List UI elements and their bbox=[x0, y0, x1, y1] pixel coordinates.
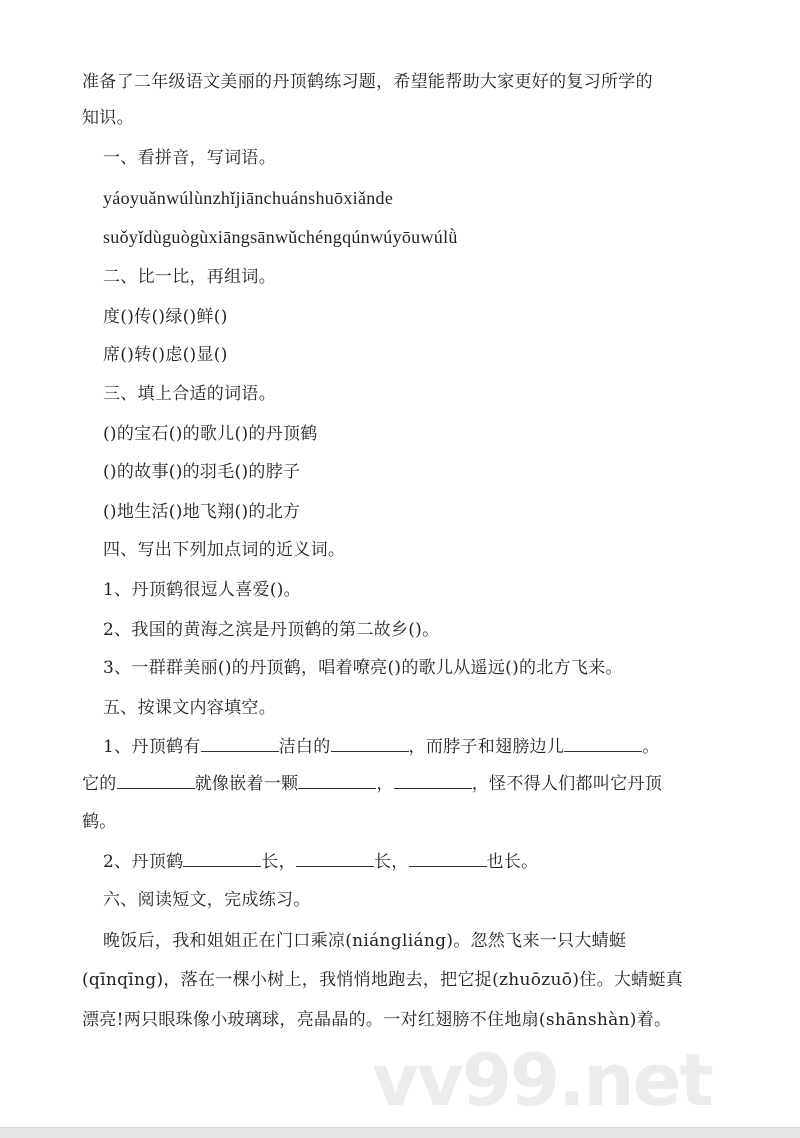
intro-line-2: 知识。 bbox=[82, 108, 134, 128]
compare-line-2: 席()转()虑()显() bbox=[103, 345, 228, 365]
fill-text: 它的 bbox=[82, 774, 117, 794]
pinyin-line-1: yáoyuǎnwúlùnzhǐjiānchuánshuōxiǎnde bbox=[103, 188, 394, 208]
section-2-heading: 二、比一比，再组词。 bbox=[103, 267, 276, 287]
intro-line-1: 准备了二年级语文美丽的丹顶鹤练习题，希望能帮助大家更好的复习所学的 bbox=[82, 72, 653, 92]
blank bbox=[183, 850, 261, 867]
blank bbox=[298, 772, 376, 789]
compare-line-1: 度()传()绿()鲜() bbox=[103, 307, 228, 327]
blank bbox=[394, 772, 472, 789]
fill-text: 就像嵌着一颗 bbox=[194, 774, 299, 794]
fill-text: 也长。 bbox=[486, 852, 539, 872]
fill-text: 洁白的 bbox=[278, 737, 331, 757]
synonym-q1: 1、丹顶鹤很逗人喜爱()。 bbox=[103, 580, 301, 600]
pinyin-line-2: suǒyǐdùguògùxiāngsānwǔchéngqúnwúyōuwúlǜ bbox=[103, 227, 458, 247]
passage-line-2: (qīnqīng)，落在一棵小树上，我悄悄地跑去，把它捉(zhuōzuō)住。大蜻蜓真 bbox=[82, 970, 684, 990]
blank bbox=[117, 772, 195, 789]
fill-blank-line-4 bbox=[103, 850, 538, 873]
passage-line-1: 晚饭后，我和姐姐正在门口乘凉(niángliáng)。忽然飞来一只大蜻蜓 bbox=[103, 931, 627, 951]
fill-text: 长， bbox=[261, 852, 296, 872]
blank bbox=[201, 735, 279, 752]
fill-text: ，而脖子和翅膀边儿 bbox=[408, 737, 565, 757]
section-1-heading: 一、看拼音，写词语。 bbox=[103, 148, 276, 168]
section-4-heading: 四、写出下列加点词的近义词。 bbox=[103, 540, 346, 560]
fill-text: ， bbox=[376, 774, 394, 794]
blank bbox=[331, 735, 409, 752]
synonym-q2: 2、我国的黄海之滨是丹顶鹤的第二故乡()。 bbox=[103, 620, 440, 640]
fill-words-line-1: ()的宝石()的歌儿()的丹顶鹤 bbox=[103, 424, 318, 444]
fill-text: 2、丹顶鹤 bbox=[103, 852, 184, 872]
blank bbox=[564, 735, 642, 752]
watermark: vv99.net bbox=[372, 1038, 712, 1122]
fill-text: 。 bbox=[642, 737, 660, 757]
fill-text: 1、丹顶鹤有 bbox=[103, 737, 201, 757]
section-5-heading: 五、按课文内容填空。 bbox=[103, 698, 276, 718]
fill-blank-line-1 bbox=[103, 735, 660, 758]
section-3-heading: 三、填上合适的词语。 bbox=[103, 384, 276, 404]
synonym-q3: 3、一群群美丽()的丹顶鹤，唱着嘹亮()的歌儿从遥远()的北方飞来。 bbox=[103, 658, 623, 678]
passage-line-3: 漂亮!两只眼珠像小玻璃球，亮晶晶的。一对红翅膀不住地扇(shānshàn)着。 bbox=[82, 1010, 672, 1030]
fill-words-line-3: ()地生活()地飞翔()的北方 bbox=[103, 502, 301, 522]
page-bottom-edge bbox=[0, 1127, 800, 1138]
fill-blank-line-2 bbox=[82, 772, 662, 795]
fill-blank-line-3: 鹤。 bbox=[82, 812, 117, 832]
blank bbox=[296, 850, 374, 867]
fill-text: 长， bbox=[373, 852, 409, 872]
fill-text: ，怪不得人们都叫它丹顶 bbox=[471, 774, 663, 794]
fill-words-line-2: ()的故事()的羽毛()的脖子 bbox=[103, 462, 301, 482]
blank bbox=[409, 850, 487, 867]
section-6-heading: 六、阅读短文，完成练习。 bbox=[103, 890, 311, 910]
